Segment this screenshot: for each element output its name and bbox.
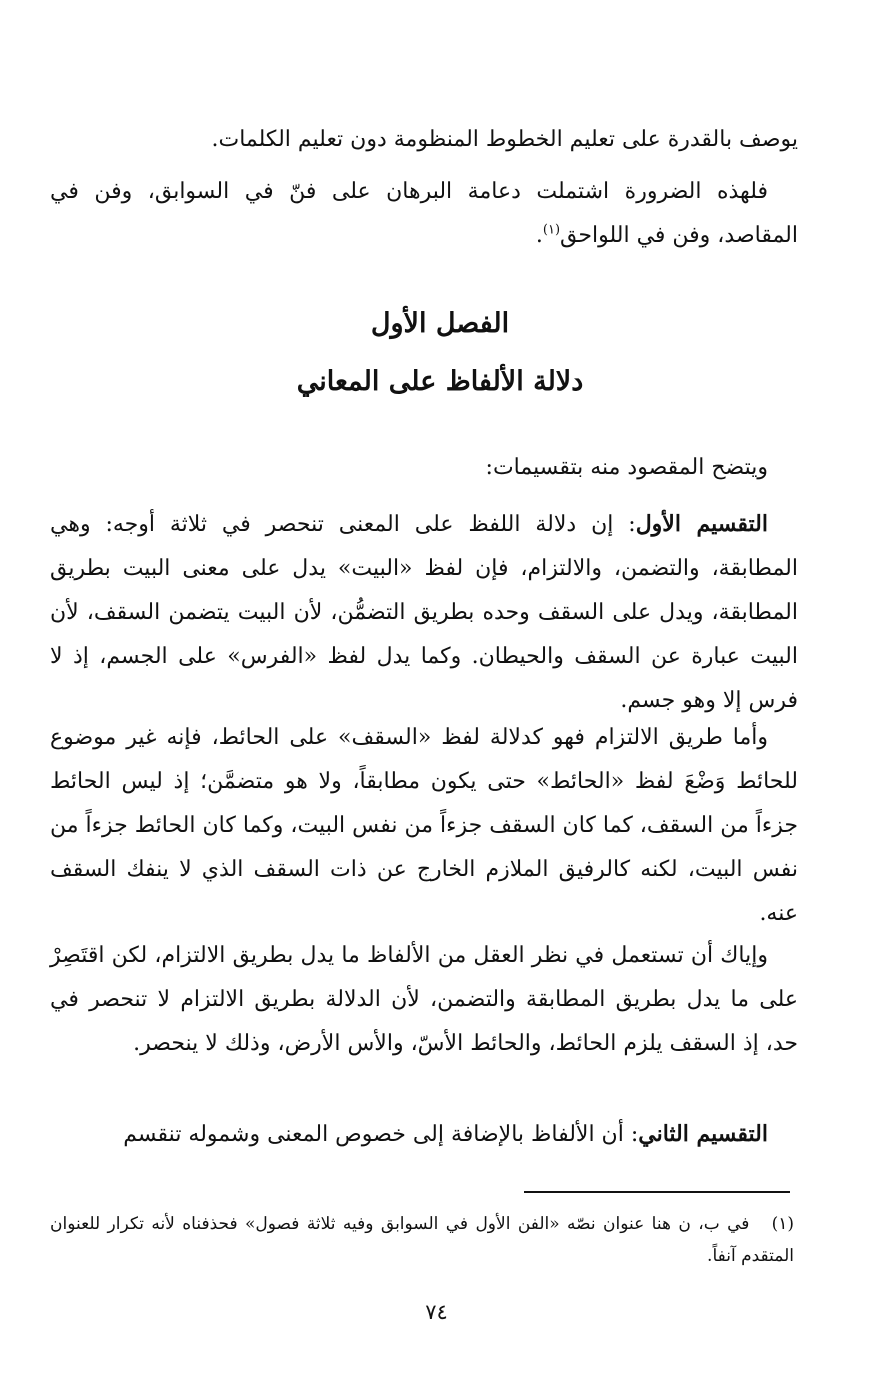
- paragraph-first-division: [50, 502, 798, 723]
- paragraph-text: : إن دلالة اللفظ على المعنى تنحصر في ثلاثة أوجه: وهي المطابقة، والتضمن، والالتزام، فإن لفظ «البيت» يدل على معنى البيت بطريق المطابقة، ويدل على السقف وحده بطريق التضمُّن، لأن البيت يتضمن السقف، لأن البيت عبارة عن السقف والحيطان. وكما يدل لفظ «الفرس» على الجسم، إذ لا فرس إلا وهو جسم.: [50, 512, 798, 713]
- paragraph-text: ويتضح المقصود منه بتقسيمات:: [485, 455, 768, 480]
- paragraph-text: فلهذه الضرورة اشتملت دعامة البرهان على فنّ في السوابق، وفن في المقاصد، وفن في اللواحق: [50, 179, 798, 248]
- division-label: التقسيم الأول: [635, 511, 768, 537]
- paragraph-text-end: .: [535, 223, 543, 248]
- paragraph-introduction: [50, 446, 798, 490]
- division-label: التقسيم الثاني: [638, 1121, 768, 1147]
- paragraph-text: وأما طريق الالتزام فهو كدلالة لفظ «السقف» على الحائط، فإنه غير موضوع للحائط وَضْعَ لفظ «الحائط» حتى يكون مطابقاً، ولا هو متضمَّن؛ إذ ليس الحائط جزءاً من السقف، كما كان السقف جزءاً من نفس البيت، وكما كان الحائط جزءاً من نفس البيت، لكنه كالرفيق الملازم الخارج عن ذات السقف الذي لا ينفك السقف عنه.: [50, 725, 798, 926]
- footnote-reference[interactable]: (١): [542, 222, 561, 238]
- chapter-heading: الفصل الأول: [370, 308, 510, 339]
- paragraph-text: وإياك أن تستعمل في نظر العقل من الألفاظ ما يدل بطريق الالتزام، لكن اقتَصِرْ على ما يدل بطريق المطابقة والتضمن، لأن الدلالة بطريق الالتزام لا تنحصر في حد، إذ السقف يلزم الحائط، والحائط الأسّ، والأس الأرض، وذلك لا ينحصر.: [50, 943, 798, 1056]
- paragraph-second-division: [50, 1112, 798, 1157]
- paragraph-implication: [50, 716, 798, 936]
- footnote: [50, 1208, 794, 1272]
- paragraph-text: يوصف بالقدرة على تعليم الخطوط المنظومة دون تعليم الكلمات.: [211, 127, 798, 152]
- page-number: ٧٤: [425, 1300, 448, 1324]
- chapter-subtitle: دلالة الألفاظ على المعاني: [296, 366, 584, 397]
- paragraph-warning: [50, 934, 798, 1066]
- footnote-text: في ب، ن هنا عنوان نصّه «الفن الأول في السوابق وفيه ثلاثة فصول» فحذفناه لأنه تكرار للعنوان المتقدم آنفاً.: [50, 1214, 794, 1266]
- footnote-number: (١): [771, 1214, 794, 1234]
- paragraph-intro-end: [50, 118, 798, 162]
- footnote-divider: [524, 1191, 790, 1193]
- paragraph-text: : أن الألفاظ بالإضافة إلى خصوص المعنى وشموله تنقسم: [123, 1122, 639, 1147]
- paragraph-pillar-summary: [50, 170, 798, 258]
